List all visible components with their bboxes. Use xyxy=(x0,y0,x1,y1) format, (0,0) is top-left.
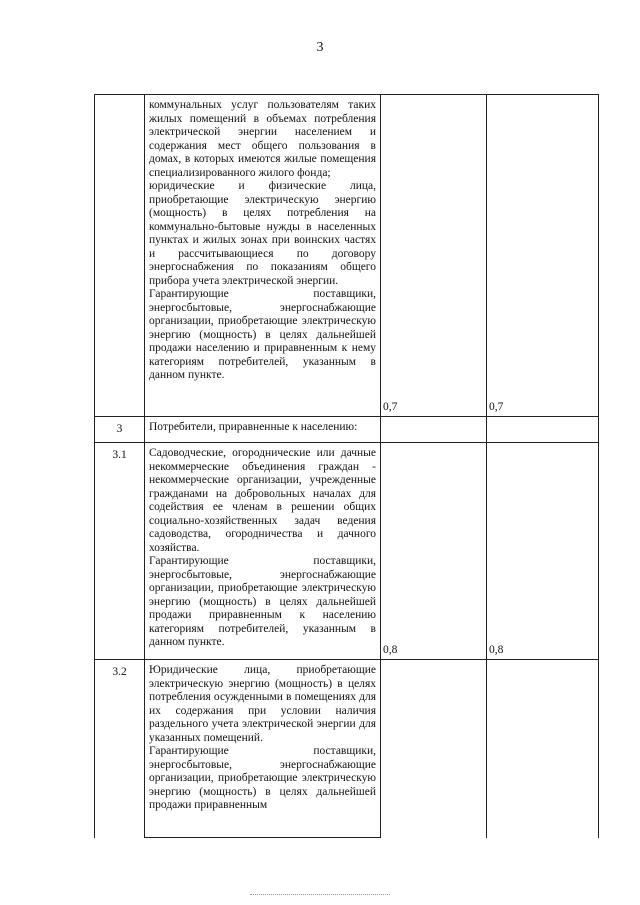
table-row xyxy=(95,660,599,838)
value-cell xyxy=(487,660,599,838)
description-paragraph: Гарантирующие поставщики, энергосбытовые, энергоснабжающие организации, приобретающие электрическую энергию (мощность) в целях дальнейшей продажи приравненным xyxy=(149,745,376,811)
description-paragraph: юридические и физические лица, приобретающие электрическую энергию (мощность) в целях потребления на коммунально-бытовые нужды в населенных пунктах и жилых зонах при воинских частях и рассчитывающиеся по договору энергоснабжения по показаниям общего прибора учета электрической энергии. xyxy=(149,180,376,287)
table-row xyxy=(95,417,599,443)
table-row xyxy=(95,443,599,660)
value-cell: 0,7 xyxy=(487,95,599,417)
description-paragraph: Гарантирующие поставщики, энергосбытовые, энергоснабжающие организации, приобретающие электрическую энергию (мощность) в целях дальнейшей продажи населению и приравненным к нему категориям потребителей, указанным в данном пункте. xyxy=(149,288,376,381)
row-description xyxy=(145,417,381,443)
row-number: 3 xyxy=(95,417,145,443)
table-row xyxy=(95,95,599,417)
value-cell: 0,8 xyxy=(487,443,599,660)
description-paragraph: Потребители, приравненные к населению: xyxy=(149,421,358,433)
value-cell xyxy=(487,417,599,443)
row-number: 3.1 xyxy=(95,443,145,660)
description-paragraph: Юридические лица, приобретающие электрическую энергию (мощность) в целях потребления осужденными в помещениях для их содержания при условии наличия раздельного учета электрической энергии для указанных помещений. xyxy=(149,664,376,744)
value-cell: 0,7 xyxy=(381,95,487,417)
value-cell xyxy=(381,417,487,443)
value-cell: 0,8 xyxy=(381,443,487,660)
row-number: 3.2 xyxy=(95,660,145,838)
row-description xyxy=(145,660,381,838)
tariff-table xyxy=(94,94,599,838)
description-paragraph: Гарантирующие поставщики, энергосбытовые, энергоснабжающие организации, приобретающие электрическую энергию (мощность) в целях дальнейшей продажи приравненным к населению категориям потребителей, указанным в данном пункте. xyxy=(149,555,376,648)
row-number xyxy=(95,95,145,417)
value-cell xyxy=(381,660,487,838)
description-paragraph: коммунальных услуг пользователям таких жилых помещений в объемах потребления электрической энергии населением и содержания мест общего пользования в домах, в которых имеются жилые помещения специализированного жилого фонда; xyxy=(149,99,376,179)
row-description xyxy=(145,95,381,417)
footer-divider xyxy=(250,894,390,895)
description-paragraph: Садоводческие, огороднические или дачные некоммерческие объединения граждан - некоммерческие организации, учрежденные гражданами на добровольных началах для содействия ее членам в решении общих социально-хозяйственных задач ведения садоводства, огородничества и дачного хозяйства. xyxy=(149,447,376,554)
row-description xyxy=(145,443,381,660)
page-number: 3 xyxy=(316,40,324,55)
